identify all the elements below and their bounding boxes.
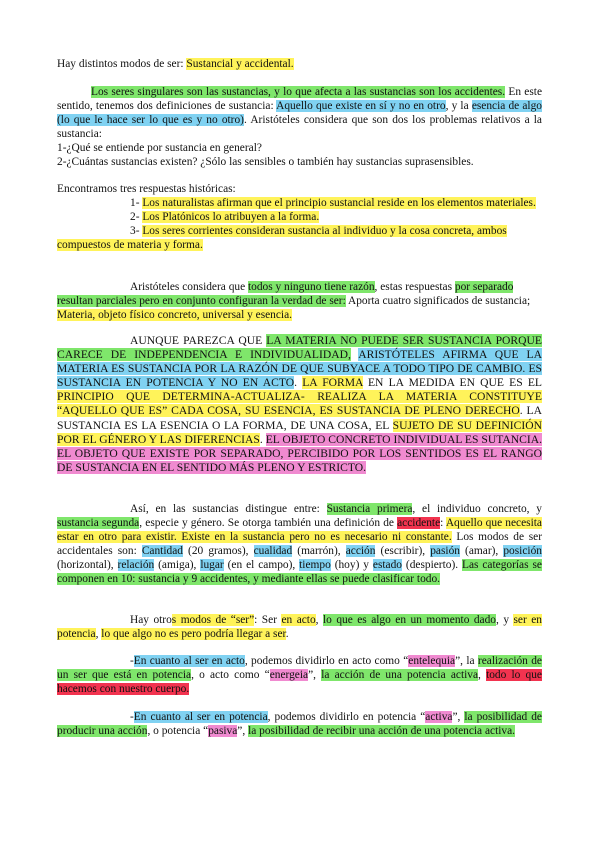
highlight: la acción de una potencia activa xyxy=(321,668,479,681)
highlight: SUJETO DE SU DEFINICIÓN POR EL GÉNERO Y LAS DIFERENCIAS xyxy=(57,418,543,446)
text: , podemos dividirlo en potencia “ xyxy=(267,711,426,723)
highlight: por separado resultan parciales pero en conjunto configuran la verdad de ser: xyxy=(57,281,514,307)
highlight: posición xyxy=(503,544,542,557)
intro-text: Encontramos tres respuestas históricas: xyxy=(57,183,236,195)
paragraph-act-potency xyxy=(57,614,542,642)
text: Así, en las sustancias distingue entre: xyxy=(130,503,327,515)
question-1: 1-¿Qué se entiende por sustancia en general? xyxy=(57,141,262,154)
highlight: Los naturalistas afirman que el principio sustancial reside en los elementos materiales. xyxy=(142,196,536,209)
text: Hay distintos modos de ser: xyxy=(57,58,187,70)
highlight: accidente xyxy=(397,516,441,529)
paragraph-modes-of-being xyxy=(57,58,542,72)
number: 1- xyxy=(130,196,143,209)
highlight: realización de un ser que está en potencia xyxy=(57,655,542,681)
text: (marrón), xyxy=(292,544,346,557)
text: (hoy) y xyxy=(330,558,373,571)
text: . xyxy=(294,376,303,390)
highlight: Los Platónicos lo atribuyen a la forma. xyxy=(142,210,320,223)
answer-3 xyxy=(57,225,542,253)
paragraph-potency xyxy=(57,711,542,739)
highlight: Materia, objeto físico concreto, universal y esencia. xyxy=(57,308,292,321)
highlight: LA MATERIA NO PUEDE SER SUSTANCIA PORQUE CARECE DE INDEPENDENCIA E INDIVIDUALIDAD, xyxy=(57,334,542,362)
question-2: 2-¿Cuántas sustancias existen? ¿Sólo las sensibles o también hay sustancias suprasensibles. xyxy=(57,155,474,168)
highlight: todos y ninguno tiene razón xyxy=(247,281,375,293)
text: (20 gramos), xyxy=(182,544,254,557)
text: , xyxy=(315,614,323,626)
highlight: Los seres singulares son las sustancias, y lo que afecta a las sustancias son los accidentes. xyxy=(91,86,506,98)
paragraph-substance-accident xyxy=(57,503,542,586)
highlight: la posibilidad de producir una acción xyxy=(57,711,542,737)
text: , y xyxy=(496,614,514,626)
highlight: ser en potencia xyxy=(57,614,542,640)
text: , y la xyxy=(445,99,472,112)
highlight: pasiva xyxy=(208,724,238,737)
text: . xyxy=(285,627,289,640)
highlight: en acto xyxy=(281,614,316,626)
paragraph-uppercase-matter xyxy=(57,334,542,475)
text: , estas respuestas xyxy=(374,281,455,293)
highlight: relación xyxy=(117,558,155,571)
highlight: cualidad xyxy=(253,544,293,557)
highlight: Aquello que existe en sí y no en otro xyxy=(276,99,446,112)
text: (horizontal), xyxy=(57,558,118,571)
text: , o acto como “ xyxy=(191,668,270,681)
paragraph-substance-definitions xyxy=(57,86,542,169)
text: . LA SUSTANCIA ES LA ESENCIA O LA FORMA, DE UNA COSA, EL xyxy=(57,404,542,432)
highlight: s modos de “ser” xyxy=(171,614,255,626)
text: . Aristóteles considera que son dos los problemas relativos a la sustancia: xyxy=(57,113,542,140)
text: , xyxy=(478,668,487,681)
text: : xyxy=(440,516,446,529)
text: - xyxy=(130,711,134,723)
highlight: lugar xyxy=(200,558,224,571)
text: (despierto). xyxy=(402,558,463,571)
highlight: EL OBJETO CONCRETO INDIVIDUAL ES SUTANCIA. EL OBJETO QUE EXISTE POR SEPARADO, PERCIBIDO POR LOS SENTIDOS ES EL RANGO DE SUSTANCIA EN EL SENTIDO MÁS PLENO Y ESTRICTO. xyxy=(57,432,542,474)
text: : Ser xyxy=(254,614,282,626)
text: ”, la xyxy=(455,655,478,667)
highlight: estado xyxy=(372,558,402,571)
text: (amar), xyxy=(459,544,504,557)
highlight: esencia de algo (lo que le hace ser lo que es y no otro) xyxy=(57,99,542,126)
highlight: sustancia segunda xyxy=(57,516,140,529)
text: , xyxy=(95,627,102,640)
highlight: tiempo xyxy=(299,558,331,571)
highlight: entelequia xyxy=(408,655,456,667)
highlight: ARISTÓTELES AFIRMA QUE LA MATERIA ES SUSTANCIA POR LA RAZÓN DE QUE SUBYACE A TODO TIPO DE CAMBIO. ES SUSTANCIA EN POTENCIA Y NO EN ACTO xyxy=(57,348,542,390)
text: , el individuo concreto, y xyxy=(412,503,542,515)
highlight: Sustancial y accidental. xyxy=(186,58,294,70)
highlight: Sustancia primera xyxy=(326,503,413,515)
text: En este sentido, tenemos dos definiciones de sustancia: xyxy=(57,86,542,112)
paragraph-aristotle-view xyxy=(57,281,542,323)
text: , o potencia “ xyxy=(147,724,209,737)
answer-1 xyxy=(57,197,542,211)
paragraph-historical-answers xyxy=(57,183,542,253)
highlight: lo que es algo en un momento dado xyxy=(323,614,496,626)
highlight: En cuanto al ser en acto xyxy=(133,655,245,667)
text: Aristóteles considera que xyxy=(130,281,248,293)
highlight: lo que algo no es pero podría llegar a ser xyxy=(101,627,286,640)
highlight: Las categorías se componen en 10: sustancia y 9 accidentes, y mediante ellas se puede clasificar todo. xyxy=(57,558,542,585)
highlight: acción xyxy=(345,544,376,557)
text: AUNQUE PAREZCA QUE xyxy=(130,334,267,347)
text: , especie y género. Se otorga también una definición de xyxy=(139,516,398,529)
text: Hay otro xyxy=(130,614,172,626)
text: (escribir), xyxy=(375,544,431,557)
text: . xyxy=(259,432,266,446)
text: Los modos de ser accidentales son: xyxy=(57,530,542,557)
highlight: PRINCIPIO QUE DETERMINA-ACTUALIZA- REALIZA LA MATERIA CONSTITUYE “AQUELLO QUE ES” CADA COSA, SU ESENCIA, ES SUSTANCIA DE PLENO DERECHO xyxy=(57,390,542,418)
text: - xyxy=(130,655,134,667)
paragraph-act xyxy=(57,655,542,697)
text: EN LA MEDIDA EN QUE ES EL xyxy=(362,376,543,390)
highlight: En cuanto al ser en potencia xyxy=(133,711,268,723)
highlight: Aquello que necesita estar en otro para existir. Existe en la sustancia pero no es necesario ni constante. xyxy=(57,516,542,543)
text: (amiga), xyxy=(154,558,201,571)
highlight: energeia xyxy=(269,668,309,681)
text: ”, xyxy=(452,711,465,723)
highlight: Cantidad xyxy=(141,544,183,557)
text: ”, xyxy=(308,668,322,681)
text: Aporta cuatro significados de sustancia; xyxy=(345,294,531,307)
highlight: todo lo que hacemos con nuestro cuerpo. xyxy=(57,668,542,695)
text: (en el campo), xyxy=(223,558,300,571)
highlight: Los seres corrientes consideran sustancia al individuo y la cosa concreta, ambos compuestos de materia y forma. xyxy=(57,224,507,251)
highlight: la posibilidad de recibir una acción de una potencia activa. xyxy=(248,724,515,737)
number: 3- xyxy=(130,224,143,237)
highlight: pasión xyxy=(430,544,460,557)
highlight: activa xyxy=(425,711,453,723)
text: , podemos dividirlo en acto como “ xyxy=(244,655,409,667)
text: ”, xyxy=(237,724,249,737)
answer-2 xyxy=(57,211,542,225)
highlight: LA FORMA xyxy=(302,376,363,390)
number: 2- xyxy=(130,210,143,223)
